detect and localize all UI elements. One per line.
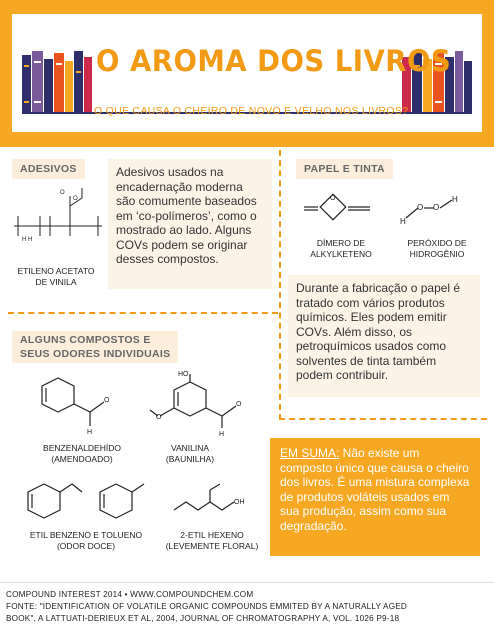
peroxide-caption-line1: PERÓXIDO DE bbox=[407, 238, 467, 248]
eva-caption bbox=[8, 266, 104, 288]
footer bbox=[0, 582, 494, 641]
tag-compounds-line1: ALGUNS COMPOSTOS E bbox=[20, 334, 151, 346]
svg-text:H: H bbox=[452, 195, 458, 204]
footer-credit: COMPOUND INTEREST 2014 • WWW.COMPOUNDCHEM.COM bbox=[6, 590, 254, 599]
header-banner bbox=[0, 0, 494, 147]
page-subtitle: O QUE CAUSA O CHEIRO DE NOVO E VELHO NOS LIVROS? bbox=[94, 105, 409, 117]
vanillin-caption bbox=[150, 443, 230, 465]
ethylhexene-caption bbox=[156, 530, 268, 552]
summary-lead: EM SUMA: bbox=[280, 446, 340, 460]
tag-adhesives: ADESIVOS bbox=[12, 159, 85, 179]
footer-source-line2: BOOK", A LATTUATI-DERIEUX ET AL, 2004, JOURNAL OF CHROMATOGRAPHY A, VOL. 1026 P9-18 bbox=[6, 614, 400, 623]
svg-text:HO: HO bbox=[178, 371, 189, 378]
peroxide-caption bbox=[398, 238, 476, 260]
ethylhexene-odor: (LEVEMENTE FLORAL) bbox=[165, 541, 259, 551]
vanillin-odor: (BAUNILHA) bbox=[165, 454, 215, 464]
svg-text:O: O bbox=[330, 195, 336, 202]
ethylbenzene-odor: (ODOR DOCE) bbox=[56, 541, 116, 551]
svg-text:O: O bbox=[417, 203, 424, 212]
dimer-caption-line2: ALKYLKETENO bbox=[310, 249, 372, 259]
svg-text:OH: OH bbox=[234, 499, 245, 506]
tag-paper-ink: PAPEL E TINTA bbox=[296, 159, 393, 179]
eva-structure-icon bbox=[10, 186, 110, 258]
dimer-caption bbox=[296, 238, 386, 260]
tag-compounds-line2: SEUS ODORES INDIVIDUAIS bbox=[20, 348, 171, 360]
paper-text: Durante a fabricação o papel é tratado com vários produtos químicos. Eles podem emitir COVs. Além disso, os petroquímicos usados como solventes de tinta também podem contribuir. bbox=[288, 275, 480, 397]
svg-text:O: O bbox=[433, 203, 440, 212]
benzaldehyde-structure-icon bbox=[40, 372, 130, 436]
ethylbenzene-toluene-structure-icon bbox=[26, 478, 156, 524]
benzaldehyde-caption bbox=[30, 443, 134, 465]
summary-text: Não existe um composto único que causa o cheiro dos livros. É uma mistura complexa de produtos voláteis usados em sua produção, assim como sua degradação. bbox=[280, 446, 470, 533]
ethylbenzene-caption bbox=[22, 530, 150, 552]
svg-text:O: O bbox=[104, 397, 110, 404]
vanillin-structure-icon bbox=[140, 372, 250, 436]
summary-box bbox=[270, 438, 480, 556]
ethylhexene-name: 2-ETIL HEXENO bbox=[180, 530, 244, 540]
eva-caption-line2: DE VINILA bbox=[35, 277, 77, 287]
adhesives-text: Adesivos usados na encadernação moderna são comumente baseados em ‘co-polímeros’, como o mostrado ao lado. Alguns COVs podem se originar desses compostos. bbox=[108, 159, 272, 289]
footer-source-line1: FONTE: "IDENTIFICATION OF VOLATILE ORGANIC COMPOUNDS EMMITED BY A NATURALLY AGED bbox=[6, 602, 408, 611]
benzaldehyde-name: BENZENALDEHÍDO bbox=[43, 443, 121, 453]
section-divider-vertical bbox=[279, 150, 281, 420]
section-divider-left bbox=[8, 312, 278, 314]
vanillin-name: VANILINA bbox=[170, 443, 210, 453]
eva-caption-line1: ETILENO ACETATO bbox=[17, 266, 95, 276]
tag-compounds bbox=[12, 331, 178, 363]
svg-text:H H: H H bbox=[22, 237, 33, 243]
books-left-icon bbox=[22, 51, 92, 113]
ethylbenzene-name: ETIL BENZENO E TOLUENO bbox=[29, 530, 143, 540]
svg-text:O: O bbox=[73, 196, 78, 202]
dimer-caption-line1: DÍMERO DE bbox=[316, 238, 366, 248]
svg-text:O: O bbox=[236, 401, 242, 408]
svg-text:H: H bbox=[400, 217, 406, 226]
ethylhexene-structure-icon bbox=[172, 482, 262, 522]
svg-text:O: O bbox=[60, 190, 65, 196]
peroxide-structure-icon bbox=[400, 196, 460, 226]
page-title: O AROMA DOS LIVROS bbox=[96, 44, 452, 78]
section-divider-horizontal bbox=[279, 418, 487, 420]
svg-text:H: H bbox=[219, 431, 225, 438]
svg-text:O: O bbox=[156, 414, 162, 421]
svg-text:H: H bbox=[87, 429, 93, 436]
dimer-structure-icon bbox=[300, 192, 380, 232]
peroxide-caption-line2: HIDROGÊNIO bbox=[409, 249, 465, 259]
benzaldehyde-odor: (AMENDOADO) bbox=[51, 454, 113, 464]
